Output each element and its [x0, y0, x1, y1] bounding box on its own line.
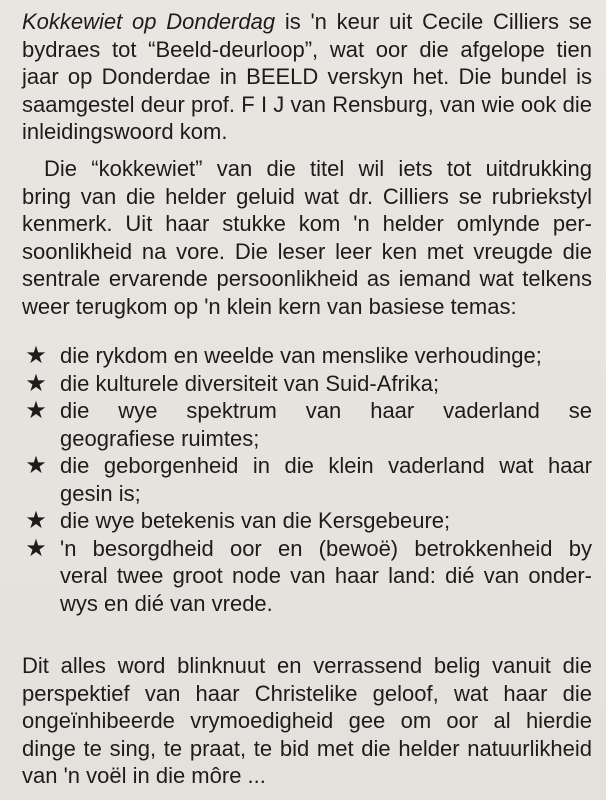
text-line: Dit alles word blinknuut en verrassend belig vanuit die	[22, 653, 592, 678]
theme-text-line: die geborgenheid in die klein vaderland wat haar	[60, 453, 592, 478]
star-icon: ★	[25, 533, 47, 562]
text-line: ongeïnhibeerde vrymoedigheid gee om oor al hierdie	[22, 708, 592, 733]
theme-text-line: 'n besorgdheid oor en (bewoë) betrokkenheid by	[60, 535, 592, 561]
text-line: dinge te sing, te praat, te bid met die helder natuurlikheid	[22, 735, 592, 761]
star-icon: ★	[25, 396, 47, 424]
text-line: inleidingswoord kom.	[22, 119, 228, 144]
text-line: kenmerk. Uit haar stukke kom 'n helder omlynde per-	[22, 211, 592, 236]
intro-paragraph	[22, 8, 592, 146]
text-line: saamgestel deur prof. F I J van Rensburg, van wie ook die	[22, 91, 592, 117]
theme-text-line: die rykdom en weelde van menslike verhoudinge;	[60, 343, 542, 368]
text-line: weer terugkom op 'n klein kern van basiese temas:	[22, 293, 517, 319]
star-icon: ★	[25, 341, 47, 369]
text-line: van 'n voël in die môre ...	[22, 763, 266, 788]
theme-list-item	[22, 507, 592, 535]
star-icon: ★	[25, 368, 47, 397]
text-line: bring van die helder geluid wat dr. Cilliers se rubriekstyl	[22, 183, 592, 209]
theme-text-line: gesin is;	[60, 480, 141, 506]
theme-list-item	[22, 370, 592, 398]
text-line: sentrale ervarende persoonlikheid as iemand wat telkens	[22, 266, 592, 291]
text-line: soonlikheid na vore. Die leser leer ken met vreugde die	[22, 238, 592, 264]
text-line	[22, 8, 592, 36]
kokkewiet-paragraph	[22, 155, 592, 320]
theme-text-line: die wye betekenis van die Kersgebeure;	[60, 508, 451, 533]
closing-paragraph	[22, 652, 592, 790]
text-line: perspektief van haar Christelike geloof, wat haar die	[22, 680, 592, 706]
text-line: jaar op Donderdae in BEELD verskyn het. Die bundel is	[22, 64, 592, 89]
text-line: Die “kokkewiet” van die titel wil iets tot uitdrukking	[44, 156, 592, 181]
theme-list-item	[22, 452, 592, 507]
book-title: Kokkewiet op Donderdag	[22, 9, 276, 34]
theme-list-item	[22, 535, 592, 618]
theme-text-line: die kulturele diversiteit van Suid-Afrika;	[60, 370, 440, 396]
text-fragment: is 'n keur uit Cecile Cilliers se	[275, 9, 593, 34]
star-icon: ★	[25, 451, 47, 479]
theme-list-item	[22, 397, 592, 452]
theme-text-line: wys en dié van vrede.	[60, 590, 273, 616]
theme-text-line: die wye spektrum van haar vaderland se	[60, 398, 592, 423]
theme-text-line: veral twee groot node van haar land: dié van onder-	[60, 563, 592, 588]
themes-list	[22, 342, 592, 617]
theme-list-item	[22, 342, 592, 370]
theme-text-line: geografiese ruimtes;	[60, 425, 260, 451]
star-icon: ★	[25, 506, 47, 534]
text-line: bydraes tot “Beeld-deurloop”, wat oor die afgelope tien	[22, 36, 592, 62]
